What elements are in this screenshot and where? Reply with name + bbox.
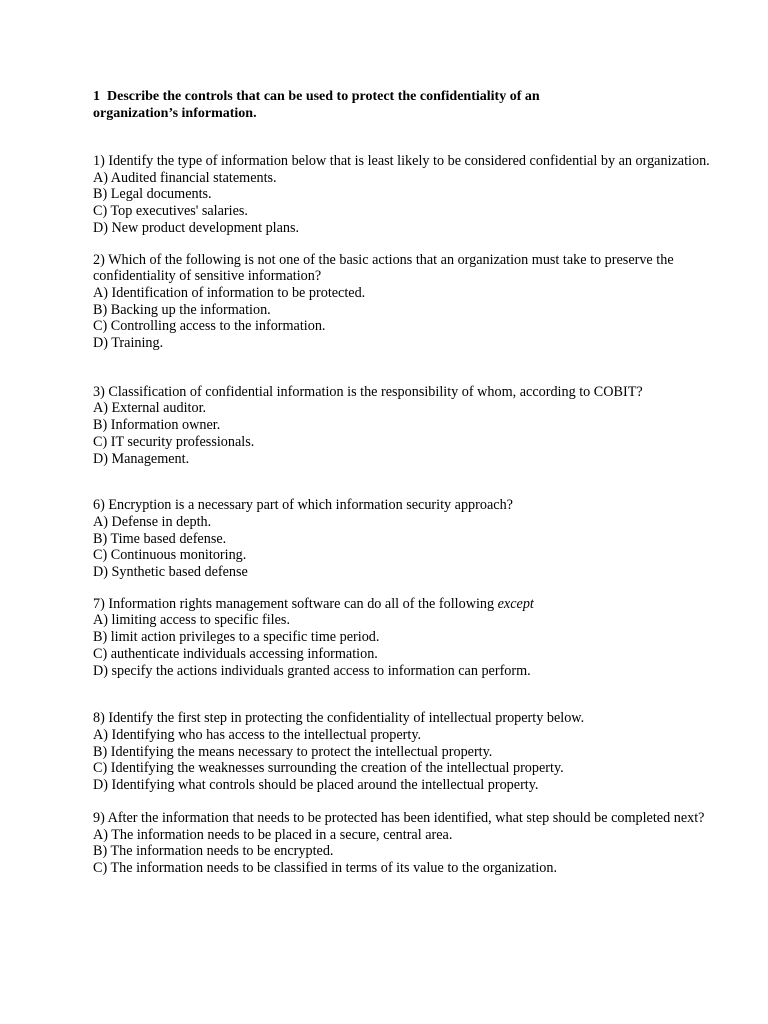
option-c: C) The information needs to be classified in terms of its value to the organization. [93, 859, 558, 876]
option-d: D) Identifying what controls should be placed around the intellectual property. [93, 777, 539, 794]
option-d: D) Management. [93, 450, 190, 467]
option-b: B) Legal documents. [93, 186, 212, 203]
option-d: D) Training. [93, 335, 164, 352]
question-text: 3) Classification of confidential information is the responsibility of whom, according to COBIT? [93, 383, 643, 400]
question-text [93, 596, 713, 613]
question-9 [93, 810, 713, 877]
option-b: B) Identifying the means necessary to protect the intellectual property. [93, 743, 493, 760]
option-a: A) Defense in depth. [93, 513, 212, 530]
option-d: D) specify the actions individuals granted access to information can perform. [93, 662, 531, 679]
option-b: B) Backing up the information. [93, 301, 271, 318]
option-c: C) Identifying the weaknesses surrounding the creation of the intellectual property. [93, 760, 564, 777]
option-d: D) New product development plans. [93, 219, 300, 236]
option-a: A) External auditor. [93, 400, 207, 417]
option-b: B) limit action privileges to a specific time period. [93, 629, 380, 646]
question-1 [93, 153, 713, 237]
option-a: A) limiting access to specific files. [93, 612, 290, 629]
question-text: 8) Identify the first step in protecting the confidentiality of intellectual property below. [93, 710, 585, 727]
question-8 [93, 710, 713, 794]
option-c: C) Controlling access to the information. [93, 318, 326, 335]
heading-text: Describe the controls that can be used to protect the confidentiality of an organization’s information. [93, 89, 540, 121]
option-a: A) The information needs to be placed in a secure, central area. [93, 826, 453, 843]
option-a: A) Audited financial statements. [93, 169, 277, 186]
question-3 [93, 384, 713, 468]
section-heading [93, 88, 613, 122]
option-a: A) Identifying who has access to the intellectual property. [93, 726, 422, 743]
question-6 [93, 497, 713, 581]
option-b: B) Time based defense. [93, 530, 227, 547]
question-text-main: 7) Information rights management software can do all of the following [93, 595, 495, 612]
option-c: C) Top executives' salaries. [93, 203, 248, 220]
option-b: B) The information needs to be encrypted. [93, 843, 334, 860]
option-b: B) Information owner. [93, 417, 221, 434]
heading-number: 1 [93, 89, 100, 104]
option-c: C) IT security professionals. [93, 433, 255, 450]
question-text: 6) Encryption is a necessary part of which information security approach? [93, 497, 513, 514]
question-text: 1) Identify the type of information below that is least likely to be considered confidential by an organization. [93, 153, 710, 169]
question-7 [93, 596, 713, 680]
question-text: 2) Which of the following is not one of the basic actions that an organization must take to preserve the confidentiality of sensitive information? [93, 251, 674, 285]
document-page [93, 88, 713, 877]
option-c: C) authenticate individuals accessing information. [93, 645, 378, 662]
question-text: 9) After the information that needs to be protected has been identified, what step should be completed next? [93, 809, 705, 826]
option-a: A) Identification of information to be protected. [93, 284, 366, 301]
option-c: C) Continuous monitoring. [93, 547, 247, 564]
option-d: D) Synthetic based defense [93, 564, 248, 581]
question-text-emphasis: except [497, 595, 534, 612]
question-2 [93, 252, 713, 352]
